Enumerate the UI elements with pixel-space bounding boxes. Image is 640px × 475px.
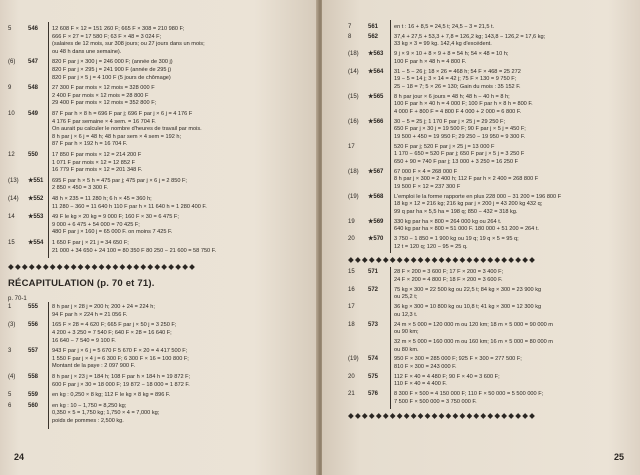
ornament-separator: ◆◆◆◆◆◆◆◆◆◆◆◆◆◆◆◆◆◆◆◆◆◆◆◆◆◆◆ (8, 262, 197, 272)
solution-line: 87 F par h × 192 h = 16 704 F. (52, 141, 128, 148)
problem-number: 557 (28, 348, 39, 355)
problem-number: 574 (368, 356, 379, 363)
line-number: 6 (8, 402, 12, 409)
solution-line: 1 071 F par mois × 12 = 12 852 F (52, 159, 136, 166)
solution-line: 49 F le kg × 20 kg = 9 000 F; 160 F × 30 = 6 475 F; (52, 214, 179, 221)
problem-number: 555 (28, 304, 39, 311)
solution-line: 4 000 F + 800 F = 4 800 F 4 000 + 2 000 = 6 800 F. (394, 108, 522, 115)
solution-line: 943 F par j × 6 j = 5 670 F 5 670 F × 20 = 4 417 500 F; (52, 348, 188, 355)
problem-number: 561 (368, 24, 379, 30)
line-number: (13) (8, 177, 19, 184)
solution-line: 2 400 F par mois × 12 mois = 28 800 F (52, 92, 149, 99)
solution-line: ou 80 km. (394, 346, 419, 353)
problem-number: ★554 (28, 240, 44, 246)
right-page (322, 0, 640, 475)
line-number: 21 (348, 391, 355, 398)
problem-number: 562 (368, 33, 379, 40)
problem-number: 576 (368, 391, 379, 398)
problem-number: 573 (368, 321, 379, 328)
line-number: 8 (348, 33, 352, 40)
solution-line: 480 F par j × 160 j = 65 000 F. on moins 7 425 F. (52, 229, 173, 236)
solution-line: 820 F par j × 300 j = 246 000 F; (année de 300 j) (52, 59, 173, 66)
left-page (0, 0, 318, 475)
solution-line: 1 170 − 650 = 520 F par j; 650 F par j × 5 j = 3 250 F (394, 151, 525, 158)
solution-line: 21 000 + 34 650 + 24 100 = 80 350 F 80 250 − 21 600 = 58 750 F. (52, 247, 217, 254)
solution-line: 3 750 − 1 850 = 1 900 kg ou 19 q; 19 q × 5 = 95 q; (394, 236, 519, 242)
ornament-separator: ◆◆◆◆◆◆◆◆◆◆◆◆◆◆◆◆◆◆◆◆◆◆◆◆◆◆◆ (348, 255, 537, 265)
solution-line: 24 F × 200 = 4 800 F; 18 F × 200 = 3 600 F. (394, 277, 503, 283)
line-number: 14 (8, 214, 15, 221)
solution-line: Montant de la paye : 2 097 900 F. (52, 363, 136, 370)
line-number: (3) (8, 322, 16, 329)
solution-line: 2 850 × 450 = 3 300 F. (52, 185, 108, 192)
solution-line: 1 550 F par j × 4 j = 6 300 F; 6 300 F × 16 = 100 800 F; (52, 355, 189, 362)
solution-line: 99 q par ha × 5,5 ha = 198 q; 850 − 432 = 318 kg. (394, 208, 518, 215)
solution-line: 1 650 F par j × 21 j = 34 650 F; (52, 240, 129, 246)
solution-line: 19 500 F × 12 = 237 300 F (394, 183, 461, 190)
solution-line: 36 kg × 300 = 10 800 kg ou 10,8 t; 41 kg × 300 = 12 300 kg (394, 304, 542, 311)
solution-line: 67 000 F × 4 = 268 000 F (394, 168, 458, 175)
solution-line: 8 300 F × 500 = 4 150 000 F; 110 F × 50 000 = 5 500 000 F; (394, 391, 544, 398)
line-number: (15) (348, 93, 359, 100)
solution-line: 19 − 5 = 14 j; 3 × 14 = 42 j; 75 F × 130 = 9 750 F; (394, 76, 517, 83)
solution-line: en t : 16 + 8,5 = 24,5 t; 24,5 − 3 = 21,5 t. (394, 24, 495, 30)
margin-rule (390, 20, 391, 253)
solution-line: 12 608 F × 12 = 151 260 F; 665 F × 308 = 210 980 F; (52, 26, 185, 32)
line-number: 20 (348, 236, 355, 242)
solution-line: 33 kg × 3 = 99 kg. 142,4 kg d'excédent. (394, 41, 492, 48)
ornament-separator: ◆◆◆◆◆◆◆◆◆◆◆◆◆◆◆◆◆◆◆◆◆◆◆◆◆◆◆ (348, 410, 537, 420)
margin-rule (390, 267, 391, 408)
solution-line: On aurait pu calculer le nombre d'heures de travail par mois. (52, 126, 202, 133)
solution-line: 820 F par j × 295 j = 241 900 F (année de 295 j) (52, 67, 172, 73)
line-number: (19) (348, 193, 359, 200)
solution-line: ou 12,3 t. (394, 311, 418, 318)
line-number: (18) (348, 51, 359, 58)
solution-line: 16 640 − 7 540 = 9 100 F. (52, 337, 116, 344)
solution-line: 27 300 F par mois × 12 mois = 328 000 F (52, 85, 155, 92)
solution-line: 19 500 + 450 = 19 950 F; 29 250 − 19 950 = 9 300 F. (394, 133, 526, 140)
solution-line: 48 h × 235 = 11 280 h; 6 h × 45 = 360 h; (52, 196, 152, 202)
line-number: 5 (8, 392, 12, 399)
problem-number: ★552 (28, 196, 44, 202)
solution-line: en kg : 10 − 1,750 = 8,250 kg; (52, 402, 127, 409)
solution-line: ou 48 h dans une semaine). (52, 48, 122, 55)
line-number: 17 (348, 304, 355, 311)
solution-line: 16 779 F par mois × 12 = 201 348 F. (52, 167, 143, 174)
line-number: 1 (8, 304, 12, 311)
line-number: 7 (348, 24, 352, 30)
line-number: 18 (348, 321, 355, 328)
solution-line: 100 F par h × 40 h = 4 000 F; 100 F par h × 8 h = 800 F. (394, 101, 533, 108)
solution-line: 31 − 5 − 26 j; 18 × 26 = 468 h; 54 F × 468 = 25 272 (394, 68, 521, 75)
solution-line: 4 200 + 3 250 = 7 540 F; 640 F × 28 = 16 640 F; (52, 330, 172, 336)
solution-line: 8 h par j × 23 j = 184 h; 108 F par h × 184 h = 19 872 F; (52, 374, 191, 380)
problem-number: 547 (28, 59, 39, 66)
problem-number: 558 (28, 374, 39, 380)
line-number: 3 (8, 348, 12, 355)
solution-line: 110 F × 40 = 4 400 F. (394, 381, 447, 388)
problem-number: ★564 (368, 68, 384, 75)
page-number: 25 (614, 452, 625, 462)
solution-line: 100 F par h × 48 h = 4 800 F. (394, 58, 467, 65)
line-number: (16) (348, 118, 359, 125)
problem-number: 556 (28, 322, 39, 329)
solution-line: 950 F × 300 = 285 000 F; 925 F × 300 = 277 500 F; (394, 356, 522, 363)
solution-line: 112 F × 40 = 4 480 F; 90 F × 40 = 3 600 F; (394, 373, 500, 380)
problem-number: ★567 (368, 168, 384, 175)
problem-number: 550 (28, 152, 39, 158)
line-number: (6) (8, 59, 16, 66)
problem-number: ★566 (368, 118, 384, 125)
problem-number: ★570 (368, 236, 384, 242)
solution-line: 18 kg × 12 = 216 kg; 216 kg par j × 200 j = 43 200 kg 432 q; (394, 201, 543, 208)
solution-line: 29 400 F par mois × 12 mois = 352 800 F; (52, 100, 157, 107)
solution-line: 11 280 − 360 = 11 640 h 110 F par h × 11 640 h = 1 280 400 F. (52, 203, 207, 210)
margin-rule (48, 22, 49, 258)
margin-rule (48, 302, 49, 428)
line-number: 20 (348, 373, 355, 380)
solution-line: 17 850 F par mois × 12 = 214 200 F (52, 152, 142, 158)
solution-line: 37,4 + 27,5 + 53,3 + 7,8 = 126,2 kg; 143,8 − 126,2 = 17,6 kg; (394, 33, 546, 40)
solution-line: 8 h par j × 300 = 2 400 h; 112 F par h × 2 400 = 268 800 F (394, 176, 539, 183)
solution-line: 94 F par h × 224 h = 21 056 F. (52, 311, 128, 318)
solution-line: 600 F par j × 30 = 18 000 F; 19 872 − 18 000 = 1 872 F. (52, 381, 190, 388)
solution-line: poids de pommes : 2,500 kg. (52, 418, 124, 424)
solution-line: 75 kg × 300 = 22 500 kg ou 22,5 t; 84 kg × 300 = 23 900 kg (394, 286, 542, 293)
solution-line: 24 m × 5 000 = 120 000 m ou 120 km; 18 m × 5 000 = 90 000 m (394, 321, 553, 328)
solution-line: 820 F par j × 5 j = 4 100 F (5 jours de chômage) (52, 74, 171, 81)
problem-number: ★553 (28, 214, 44, 221)
solution-line: 695 F par h × 5 h = 475 par j; 475 par j × 6 j = 2 850 F; (52, 177, 187, 184)
line-number: 15 (8, 240, 15, 246)
line-number: 16 (348, 286, 355, 293)
line-number: 5 (8, 26, 12, 32)
problem-number: 548 (28, 85, 39, 92)
solution-line: 32 m × 5 000 = 160 000 m ou 160 km; 16 m × 5 000 = 80 000 m (394, 339, 553, 345)
solution-line: 8 h par jour × 6 jours = 48 h; 48 h − 40 h = 8 h; (394, 93, 510, 100)
problem-number: 549 (28, 111, 39, 117)
solution-line: 9 j × 9 × 10 + 8 × 9 + 8 = 54 h; 54 × 48 = 10 h; (394, 51, 509, 58)
solution-line: 25 − 18 = 7; 5 × 26 = 130; Gain du mois : 35 152 F. (394, 83, 521, 90)
solution-line: 87 F par h × 8 h = 696 F par j; 696 F par j × 6 j = 4 176 F (52, 111, 193, 117)
solution-line: 520 F par j; 520 F par j × 25 j = 13 000 F (394, 143, 495, 150)
line-number: 9 (8, 85, 12, 92)
problem-number: ★563 (368, 51, 384, 58)
solution-line: 28 F × 200 = 3 600 F; 17 F × 200 = 3 400 F; (394, 269, 504, 276)
solution-line: 666 F × 27 = 17 580 F; 63 F × 48 = 3 024 F; (52, 33, 162, 40)
line-number: 17 (348, 143, 355, 150)
solution-line: 8 h par j × 28 j = 200 h; 200 + 24 = 224 h; (52, 304, 155, 311)
solution-line: 4 176 F par semaine × 4 sem. = 16 704 F. (52, 118, 156, 125)
solution-line: 165 F × 28 = 4 620 F; 665 F par j × 50 j = 3 250 F; (52, 322, 177, 329)
problem-number: ★565 (368, 93, 384, 100)
problem-number: ★568 (368, 193, 384, 200)
line-number: 19 (348, 218, 355, 225)
problem-number: 575 (368, 373, 379, 380)
solution-line: 810 F × 300 = 243 000 F. (394, 364, 457, 370)
line-number: (19) (348, 356, 359, 363)
solution-line: 0,350 × 5 = 1,750 kg; 1,750 × 4 = 7,000 kg; (52, 410, 160, 417)
line-number: 12 (8, 152, 15, 158)
solution-line: 8 h par j × 6 j = 48 h; 48 h par sem × 4 sem = 192 h; (52, 133, 182, 140)
line-number: (18) (348, 168, 359, 175)
solution-line: 30 − 5 = 25 j; 1 170 F par j × 25 j = 29 250 F; (394, 118, 506, 125)
solution-line: 650 + 90 = 740 F par j; 13 000 + 3 250 = 16 250 F (394, 158, 519, 165)
solution-line: 9 000 + 6 475 + 54 000 = 70 425 F; (52, 221, 140, 228)
solution-line: L'emploi le la forme rapporte en plus 228 000 − 31 200 = 196 800 F (394, 193, 562, 200)
page-number: 24 (14, 452, 25, 462)
solution-line: 650 F par j × 30 j = 19 500 F; 90 F par j × 5 j = 450 F; (394, 126, 526, 133)
problem-number: 572 (368, 286, 379, 293)
solution-line: 330 kg par ha × 800 = 264 000 kg ou 264 t. (394, 218, 502, 225)
problem-number: 571 (368, 269, 379, 276)
line-number: (14) (8, 196, 19, 202)
line-number: 10 (8, 111, 15, 117)
recap-subhead: p. 70-1 (8, 296, 27, 303)
line-number: 15 (348, 269, 355, 276)
solution-line: 7 500 F × 500 000 = 3 750 000 F. (394, 398, 477, 405)
recap-title: RÉCAPITULATION (p. 70 et 71). (8, 278, 155, 290)
solution-line: (salaires de 12 mois, sur 308 jours; ou 27 jours dans un mois; (52, 41, 205, 48)
problem-number: 560 (28, 402, 39, 409)
solution-line: ou 25,2 t; (394, 294, 418, 301)
solution-line: ou 90 km; (394, 329, 419, 336)
solution-line: en kg : 0,250 × 8 kg; 112 F le kg × 8 kg = 896 F. (52, 392, 171, 399)
problem-number: 546 (28, 26, 39, 32)
line-number: (4) (8, 374, 16, 380)
problem-number: ★569 (368, 218, 384, 225)
solution-line: 12 t = 120 q; 120 − 95 = 25 q. (394, 243, 468, 250)
problem-number: ★551 (28, 177, 44, 184)
problem-number: 559 (28, 392, 39, 399)
line-number: (14) (348, 68, 359, 75)
solution-line: 640 kg par ha × 800 = 51 000 F. 180 000 + 51 200 = 264 t. (394, 226, 539, 233)
